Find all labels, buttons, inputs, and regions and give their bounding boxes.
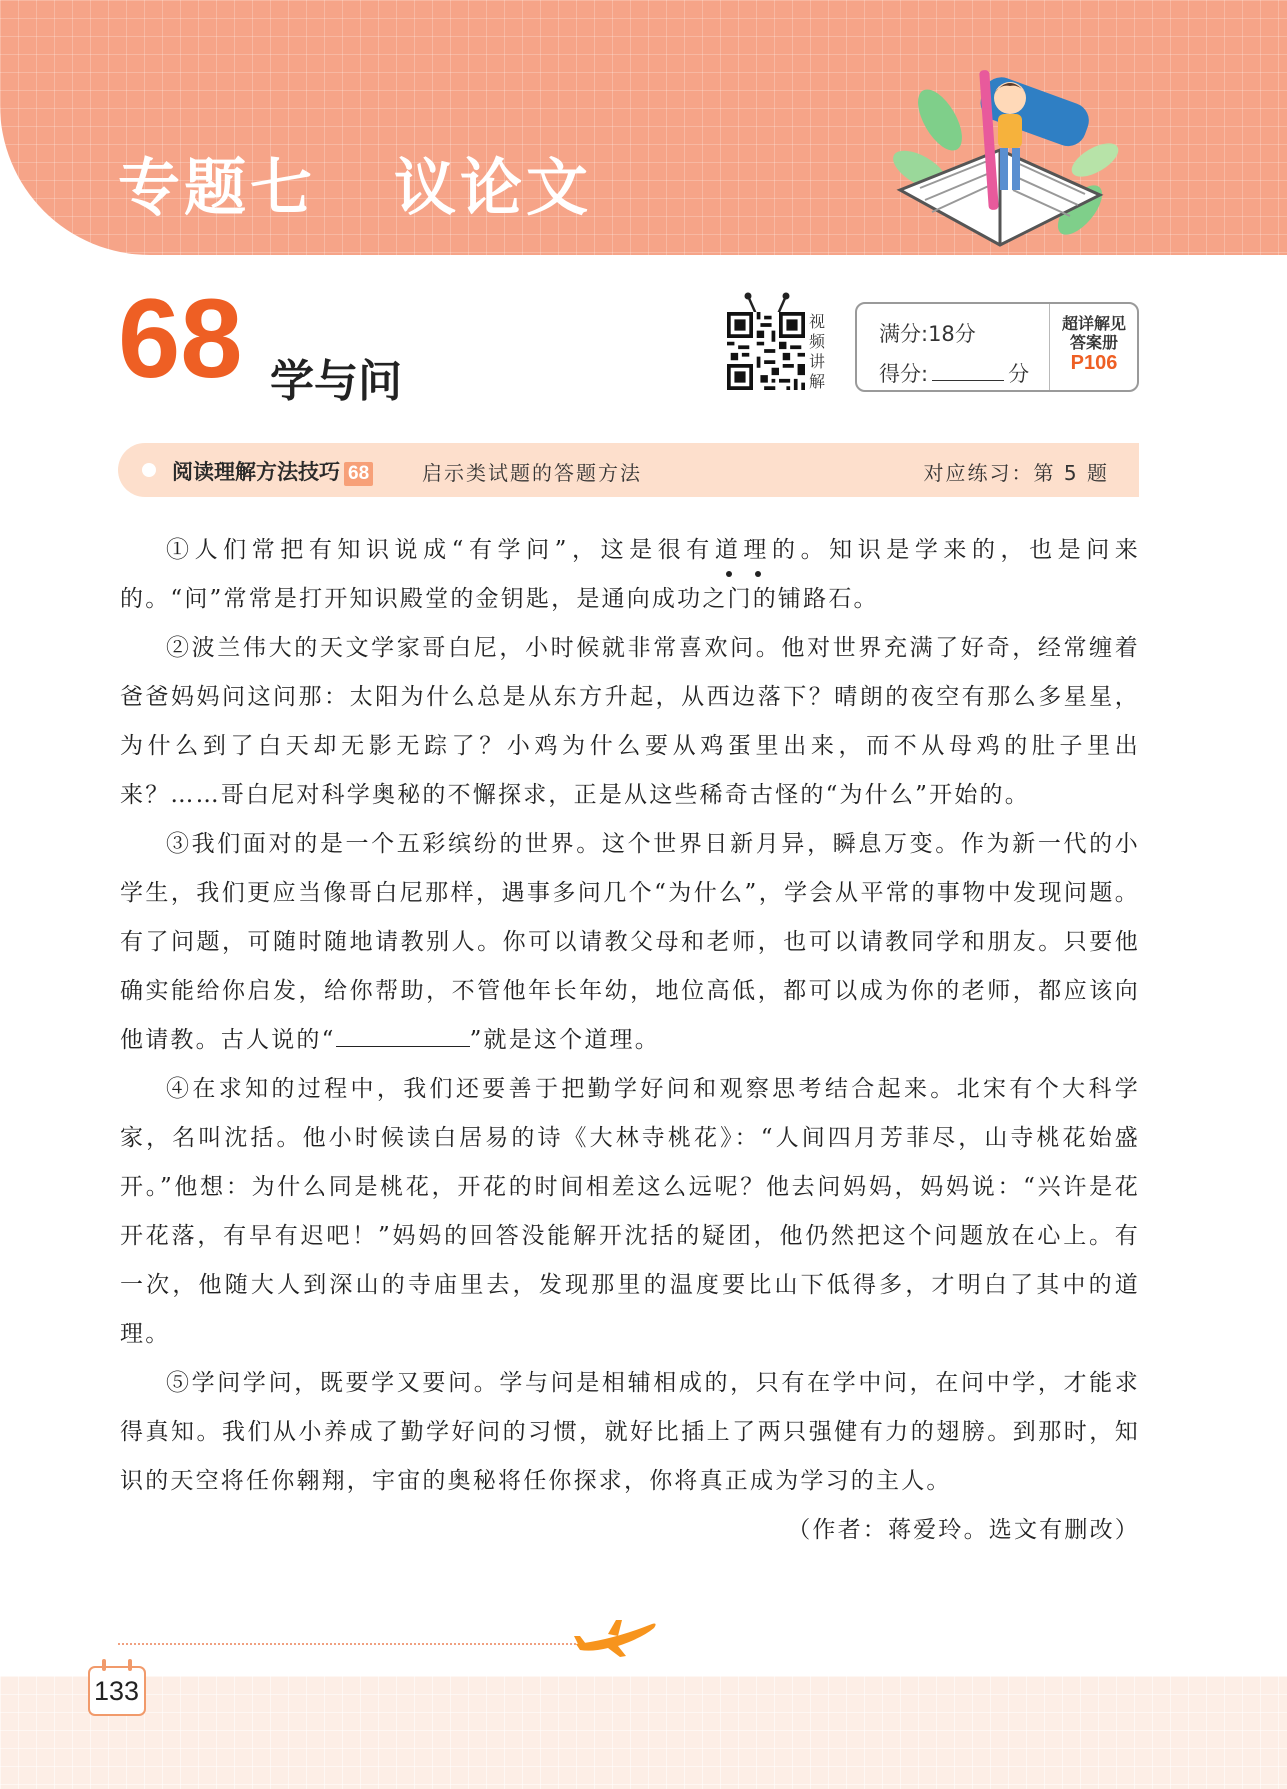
qr-video-label: 视 频 讲 解: [808, 312, 825, 391]
footer-dotted-line: [118, 1643, 588, 1645]
paragraph-3: ③我们面对的是一个五彩缤纷的世界。这个世界日新月异，瞬息万变。作为新一代的小学生，我们更应当像哥白尼那样，遇事多问几个“为什么”，学会从平常的事物中发现问题。有了问题，可随时随地请教别人。你可以请教父母和老师，也可以请教同学和朋友。只要他确实能给你启发，给你帮助，不管他年长年幼，地位高低，都可以成为你的老师，都应该向他请教。古人说的“ ”就是这个道理。: [120, 831, 1140, 1053]
qr-code[interactable]: [727, 312, 805, 390]
emphasis-char: 道: [715, 537, 744, 563]
paragraph-2: ②波兰伟大的天文学家哥白尼，小时候就非常喜欢问。他对世界充满了好奇，经常缠着爸爸妈妈问这问那：太阳为什么总是从东方升起，从西边落下？晴朗的夜空有那么多星星，为什么到了白天却无影无踪了？小鸡为什么要从鸡蛋里出来，而不从母鸡的肚子里出来？……哥白尼对科学奥秘的不懈探求，正是从这些稀奇古怪的“为什么”开始的。: [120, 635, 1140, 808]
banner-title: [118, 138, 592, 227]
airplane-icon: [572, 1614, 658, 1660]
author-credit: （作者：蒋爱玲。选文有删改）: [787, 1517, 1140, 1543]
method-text: 启示类试题的答题方法: [422, 461, 642, 485]
bullet-icon: [142, 463, 156, 477]
page-number-box: [88, 1666, 146, 1716]
practice-reference: 对应练习：第 5 题: [923, 461, 1109, 485]
paragraph-1: ①人们常把有知识说成“有学问”，这是很有道 理 的。知识是学来的，也是问来的。“问”常常是打开知识殿堂的金钥匙，是通向成功之门的铺路石。: [120, 537, 1140, 612]
score-field: 得分: 分: [879, 362, 1030, 386]
lesson-title: 学与问: [270, 356, 402, 407]
topic-label: 专题七: [118, 151, 317, 224]
header-banner: [0, 0, 1287, 255]
genre-label: 议论文: [394, 151, 593, 224]
score-blank[interactable]: [932, 362, 1004, 381]
girl-book-illustration: [880, 40, 1120, 255]
article-body: [120, 526, 1140, 1555]
answer-blank[interactable]: [336, 1024, 470, 1047]
page-number: 133: [93, 1676, 140, 1706]
paragraph-5: ⑤学问学问，既要学又要问。学与问是相辅相成的，只有在学中问，在问中学，才能求得真知。我们从小养成了勤学好问的习惯，就好比插上了两只强健有力的翅膀。到那时，知识的天空将任你翱翔，宇宙的奥秘将任你探求，你将真正成为学习的主人。: [120, 1370, 1140, 1494]
footer-band: [0, 1676, 1287, 1789]
lesson-number: 68: [118, 276, 243, 401]
full-score: 满分:18分: [879, 322, 976, 346]
method-bar: [118, 443, 1139, 497]
score-box: [855, 302, 1139, 392]
answer-reference: 超详解见 答案册 P106: [1053, 314, 1135, 373]
method-label: 阅读理解方法技巧 68: [172, 456, 373, 486]
paragraph-4: ④在求知的过程中，我们还要善于把勤学好问和观察思考结合起来。北宋有个大科学家，名叫沈括。他小时候读白居易的诗《大林寺桃花》：“人间四月芳菲尽，山寺桃花始盛开。”他想：为什么同是桃花，开花的时间相差这么远呢？他去问妈妈，妈妈说：“兴许是花开花落，有早有迟吧！”妈妈的回答没能解开沈括的疑团，他仍然把这个问题放在心上。有一次，他随大人到深山的寺庙里去，发现那里的温度要比山下低得多，才明白了其中的道理。: [120, 1076, 1140, 1347]
emphasis-char: 理: [743, 537, 772, 563]
answer-page: P106: [1070, 352, 1118, 374]
method-number: 68: [344, 462, 373, 486]
